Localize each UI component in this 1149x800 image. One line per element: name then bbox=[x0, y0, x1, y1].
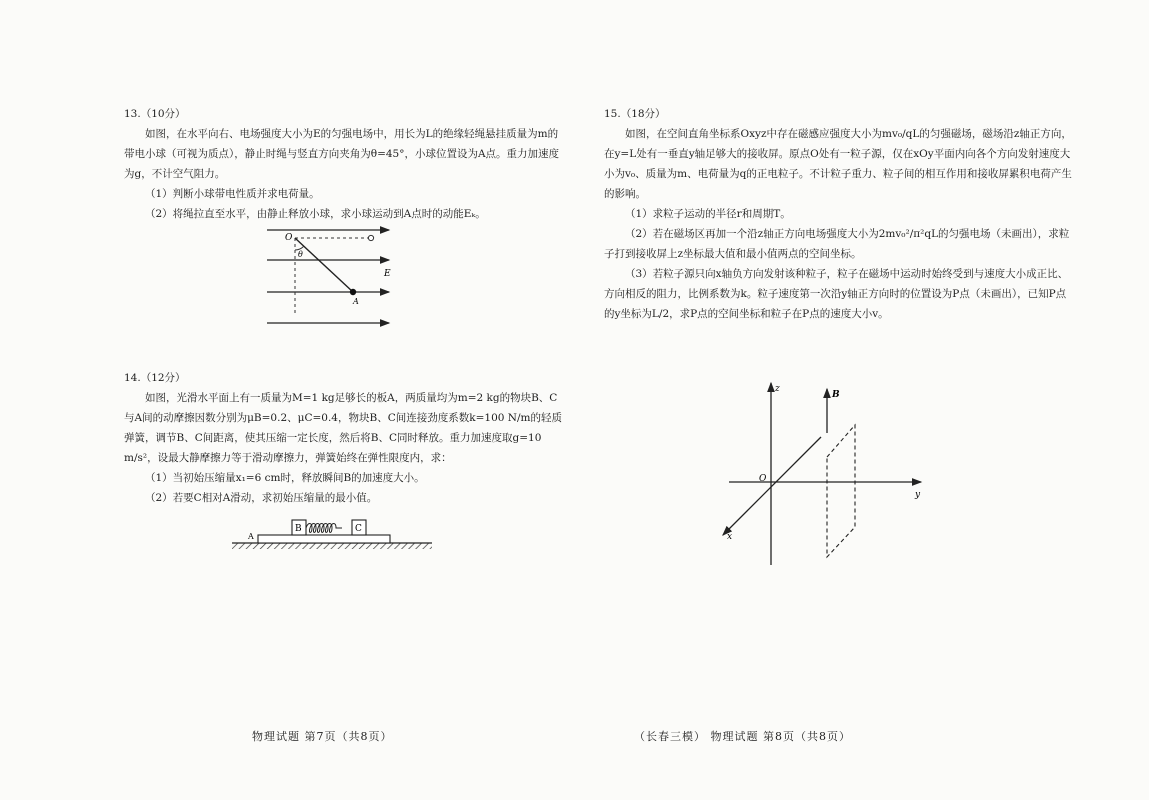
label-c: C bbox=[355, 524, 362, 534]
board-a bbox=[258, 535, 390, 543]
question-15-part-2: （2）若在磁场区再加一个沿z轴正方向电场强度大小为2mv₀²/π²qL的匀强电场（未画出），求粒子打到接收屏上z坐标最大值和最小值两点的空间坐标。 bbox=[604, 228, 1070, 260]
label-z: z bbox=[775, 384, 780, 394]
initial-ball-position bbox=[368, 235, 373, 240]
question-15 bbox=[604, 104, 1074, 324]
label-a: A bbox=[248, 532, 254, 541]
question-14-body: 如图，光滑水平面上有一质量为M=1 kg足够长的板A，两质量均为m=2 kg的物块B、C与A间的动摩擦因数分别为μB=0.2、μC=0.4，物块B、C间连接劲度系数k=100 N/m的轻质弹簧，调节B、C间距离，使其压缩一定长度，然后将B、C同时释放。重力加速度取g=10 m/s²，设最大静摩擦力等于滑动摩擦力，弹簧始终在弹性限度内，求： bbox=[124, 392, 562, 464]
question-15-part-1: （1）求粒子运动的半径r和周期T。 bbox=[625, 208, 791, 220]
label-b: B bbox=[832, 390, 840, 400]
label-b: B bbox=[295, 524, 302, 534]
right-page bbox=[574, 0, 1149, 800]
question-14-part-1: （1）当初始压缩量x₁=6 cm时，释放瞬间B的加速度大小。 bbox=[145, 472, 425, 484]
x-axis bbox=[723, 437, 821, 535]
question-14-header: 14.（12分） bbox=[124, 372, 186, 384]
string bbox=[295, 238, 353, 292]
question-14-figure bbox=[230, 515, 440, 555]
question-13-header: 13.（10分） bbox=[124, 108, 186, 120]
charged-ball bbox=[350, 289, 356, 295]
question-15-body: 如图，在空间直角坐标系Oxyz中存在磁感应强度大小为mv₀/qL的匀强磁场，磁场沿z轴正方向，在y=L处有一垂直y轴足够大的接收屏。原点O处有一粒子源，仅在xOy平面内向各个方向发射速度大小为v₀、质量为m、电荷量为q的正电粒子。不计粒子重力、粒子间的相互作用和接收屏累积电荷产生的影响。 bbox=[604, 128, 1072, 200]
question-14-part-2: （2）若要C相对A滑动，求初始压缩量的最小值。 bbox=[145, 492, 378, 504]
question-15-figure bbox=[709, 375, 949, 565]
label-theta: θ bbox=[298, 250, 303, 259]
label-a: A bbox=[353, 297, 359, 306]
label-o: O bbox=[285, 233, 293, 243]
ground-hatching bbox=[232, 543, 432, 549]
question-15-part-3: （3）若粒子源只向x轴负方向发射该种粒子，粒子在磁场中运动时始终受到与速度大小成正比、方向相反的阻力，比例系数为k。粒子速度第一次沿y轴正方向时的位置设为P点（未画出），已知P点的y坐标为L/2，求P点的空间坐标和粒子在P点的速度大小v。 bbox=[604, 268, 1069, 320]
receiving-screen bbox=[827, 425, 855, 557]
label-o: O bbox=[759, 474, 767, 484]
question-15-header: 15.（18分） bbox=[604, 108, 666, 120]
page-8-footer: （长春三模） 物理试题 第8页（共8页） bbox=[634, 730, 851, 743]
spring bbox=[306, 524, 342, 533]
question-13-part-2: （2）将绳拉直至水平，由静止释放小球，求小球运动到A点时的动能Eₖ。 bbox=[145, 208, 486, 220]
question-13 bbox=[124, 104, 562, 224]
question-13-body: 如图，在水平向右、电场强度大小为E的匀强电场中，用长为L的绝缘轻绳悬挂质量为m的带电小球（可视为质点），静止时绳与竖直方向夹角为θ=45°，小球位置设为A点。重力加速度为g，不计空气阻力。 bbox=[124, 128, 560, 180]
label-x: x bbox=[727, 532, 733, 542]
field-lines bbox=[267, 230, 389, 323]
label-e: E bbox=[384, 269, 391, 279]
page-7-footer: 物理试题 第7页（共8页） bbox=[252, 730, 393, 743]
question-13-figure bbox=[263, 222, 403, 332]
left-page bbox=[0, 0, 574, 800]
question-13-part-1: （1）判断小球带电性质并求电荷量。 bbox=[145, 188, 320, 200]
question-14 bbox=[124, 368, 562, 508]
label-y: y bbox=[915, 490, 921, 500]
